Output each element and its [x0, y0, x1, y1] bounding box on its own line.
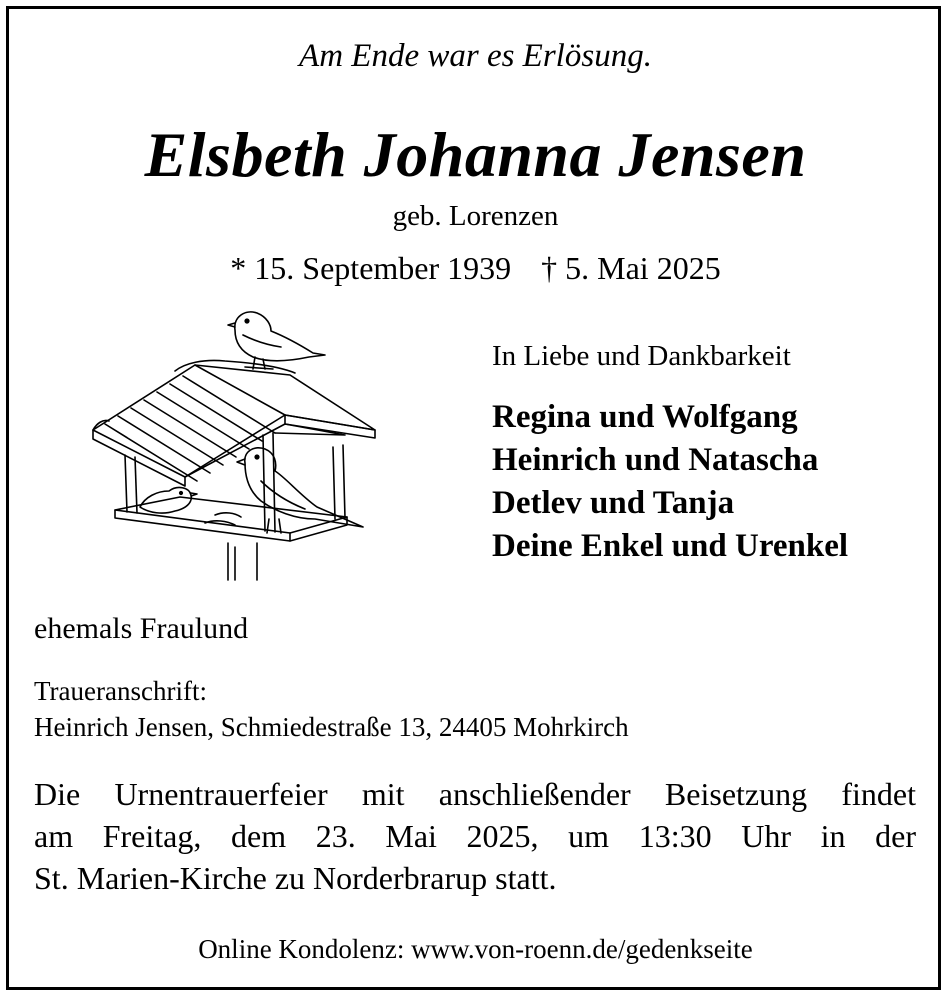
service-announcement [34, 773, 916, 899]
birth-date: * 15. September 1939 [230, 250, 512, 286]
dedication: In Liebe und Dankbarkeit [492, 340, 791, 372]
mourner-item: Regina und Wolfgang [492, 399, 798, 435]
life-dates [0, 250, 951, 287]
bird-feeder-icon [85, 305, 385, 585]
online-condolence: Online Kondolenz: www.von-roenn.de/gedenkseite [198, 934, 753, 964]
death-date: † 5. Mai 2025 [541, 250, 721, 286]
birth-name: geb. Lorenzen [392, 200, 559, 232]
mourning-address: Heinrich Jensen, Schmiedestraße 13, 24405 Mohrkirch [34, 712, 629, 742]
mourner-item: Deine Enkel und Urenkel [492, 528, 849, 564]
deceased-name: Elsbeth Johanna Jensen [144, 119, 807, 190]
mourning-address-label: Traueranschrift: [34, 676, 207, 706]
mourners-list [492, 396, 848, 568]
formerly-resident: ehemals Fraulund [34, 612, 249, 645]
service-line: Die Urnentrauerfeier mit anschließender Beisetzung findet [34, 776, 916, 812]
motto: Am Ende war es Erlösung. [299, 38, 652, 74]
mourner-item: Detlev und Tanja [492, 485, 735, 521]
service-line: am Freitag, dem 23. Mai 2025, um 13:30 Uhr in der [34, 818, 916, 854]
service-line: St. Marien-Kirche zu Norderbrarup statt. [34, 860, 557, 896]
mourner-item: Heinrich und Natascha [492, 442, 819, 478]
